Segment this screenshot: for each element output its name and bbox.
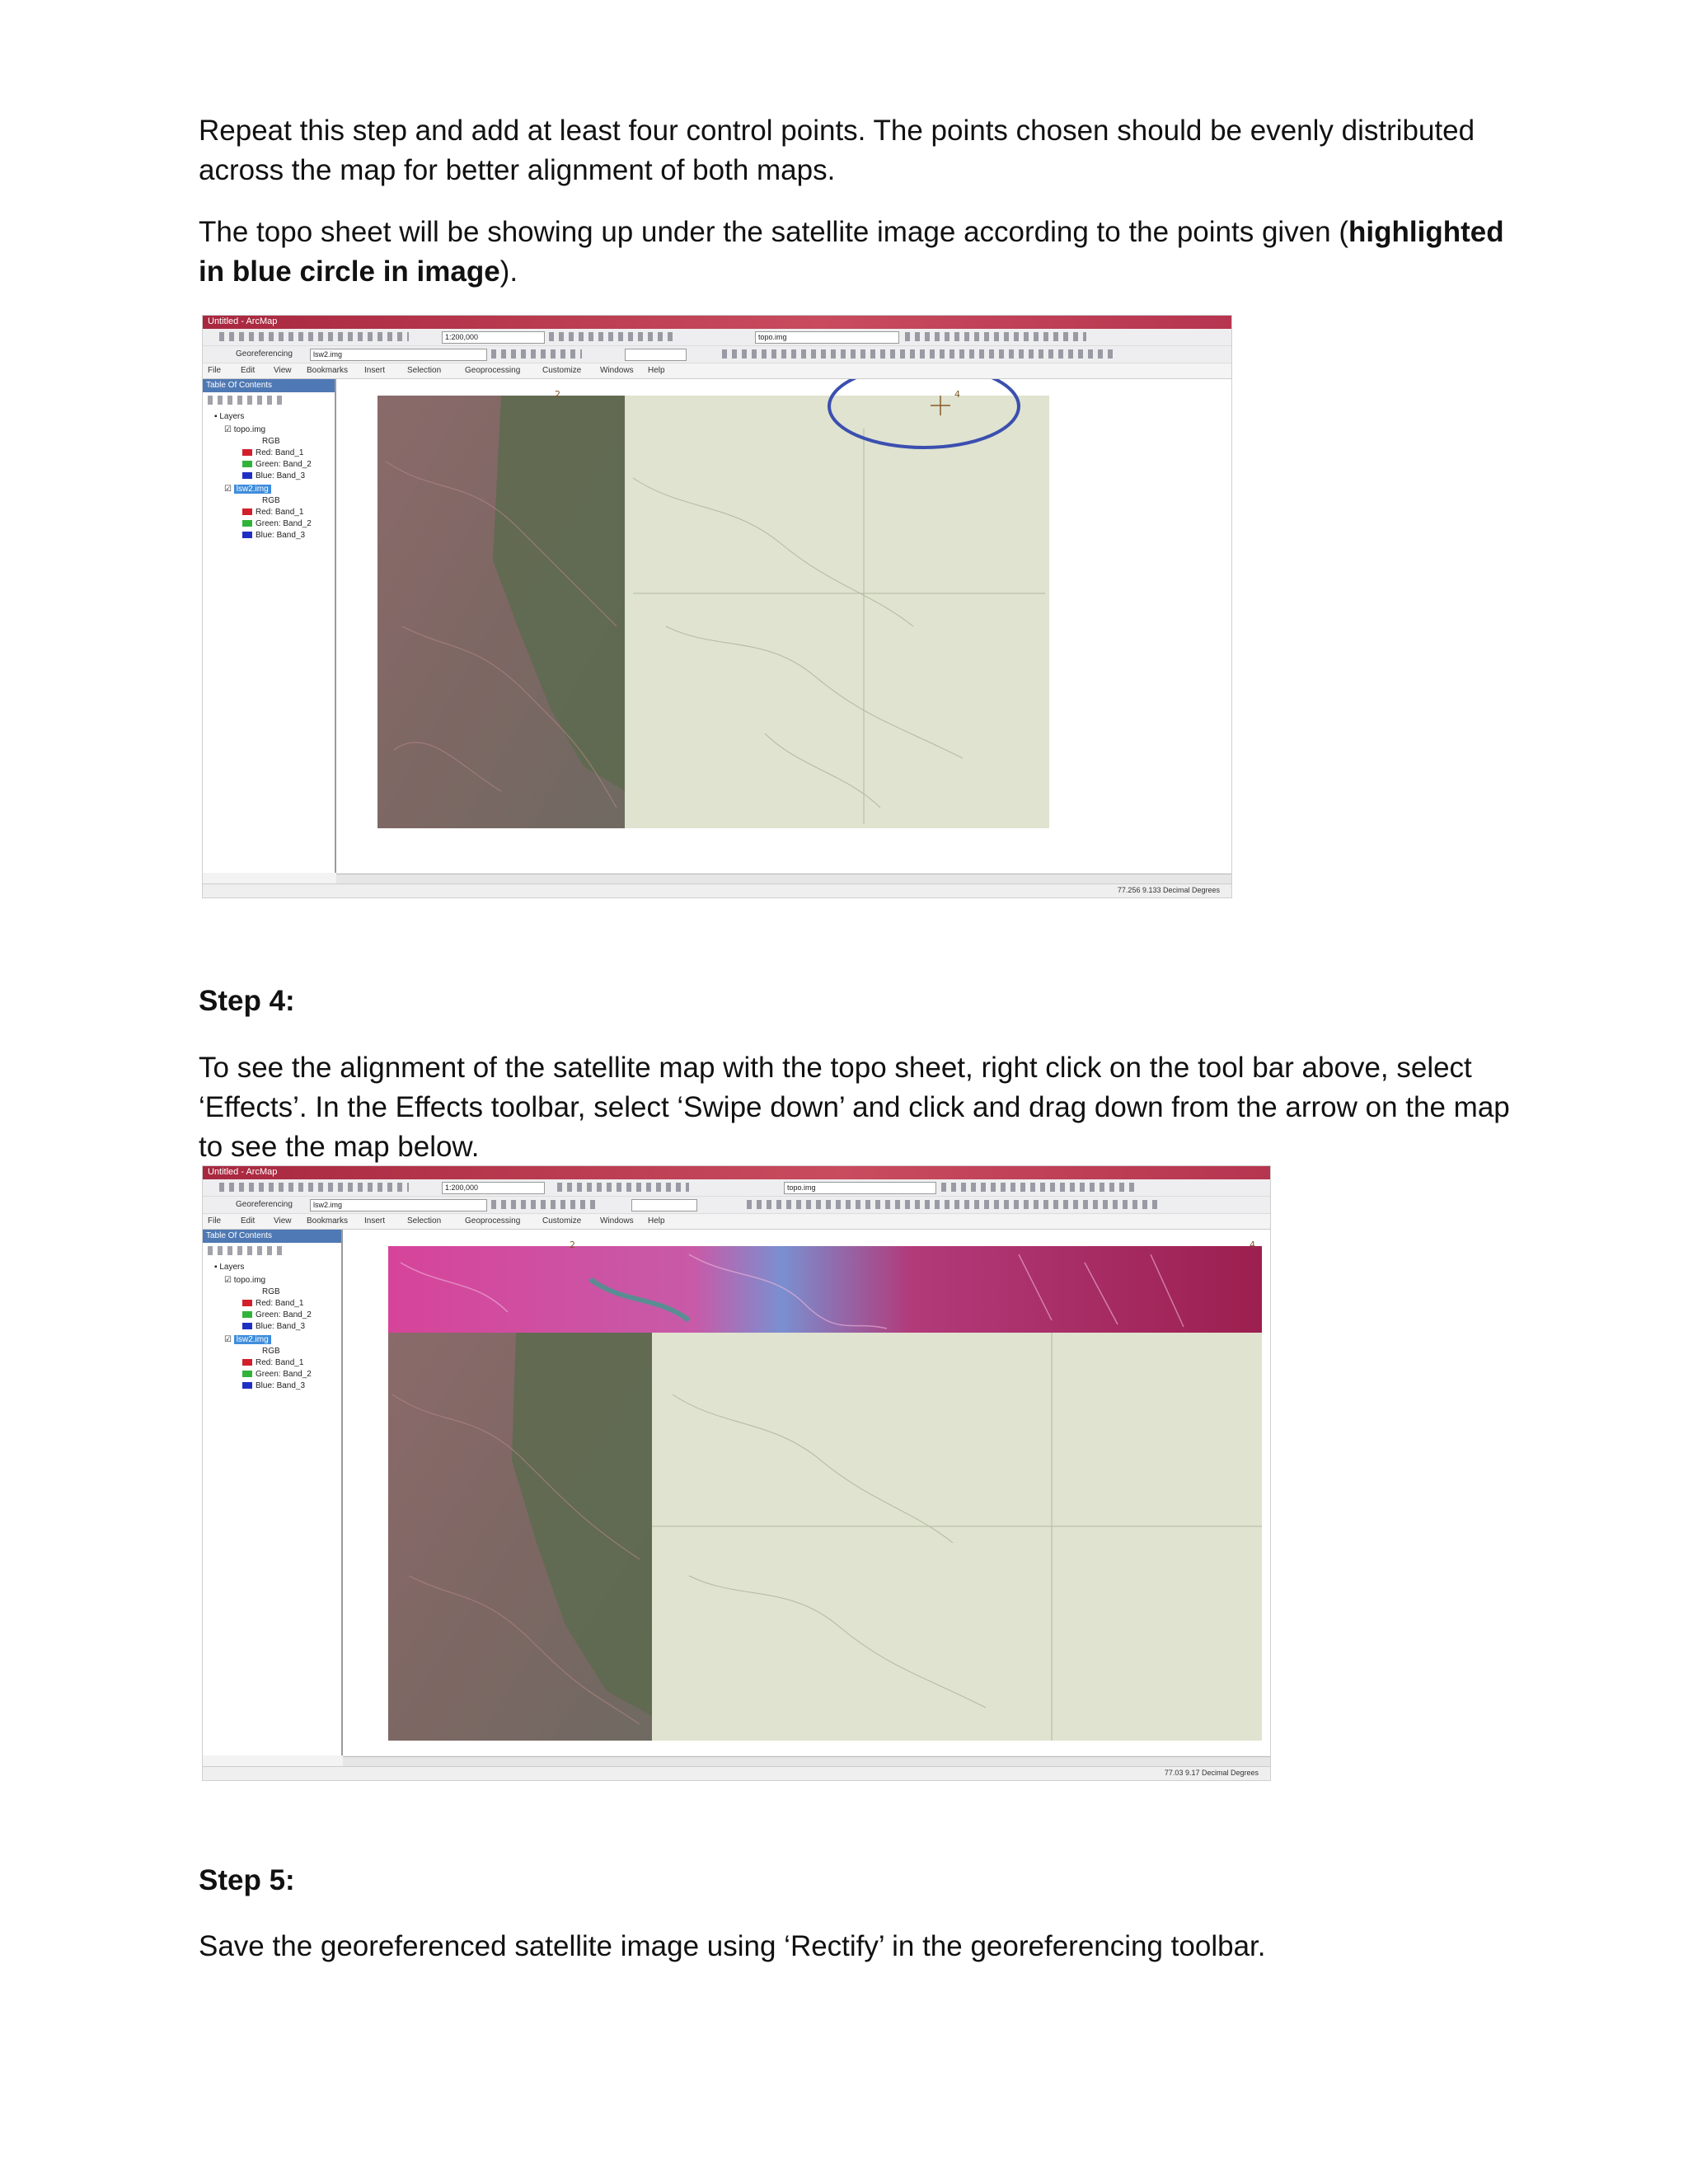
legend-green: Green: Band_2 [242,519,312,528]
tools-toolbar[interactable] [722,349,1118,359]
tools-toolbar[interactable] [747,1200,1159,1209]
standard-toolbar[interactable] [203,1179,1270,1197]
layer-combo[interactable]: topo.img [755,331,899,344]
georeferencing-menu[interactable]: Georeferencing [236,1200,293,1209]
topo-sheet [652,1333,1262,1741]
layer-topo-label: topo.img [233,1276,266,1285]
legend-green: Green: Band_2 [242,1310,312,1319]
table-of-contents[interactable] [203,1230,343,1755]
toc-layers[interactable]: ▪ Layers [214,1263,245,1272]
toc-layer-topo[interactable]: ☑ topo.img [224,425,266,434]
menu-item-geoprocessing[interactable]: Geoprocessing [465,1216,521,1226]
menu-item-selection[interactable]: Selection [407,366,442,375]
legend-blue: Blue: Band_3 [242,471,305,480]
georeferencing-toolbar[interactable] [203,346,1231,363]
scale-combo[interactable]: 1:200,000 [442,331,545,344]
intro-paragraph: Repeat this step and add at least four control points. The points chosen should be evenly distributed across the map for better alignment of both maps. [199,115,1475,186]
control-point-label: 2 [570,1240,575,1250]
map-view[interactable] [343,1230,1270,1755]
topo-sheet-paragraph [199,213,1517,292]
menu-item-bookmarks[interactable]: Bookmarks [307,366,349,375]
menu-item-help[interactable]: Help [648,1216,665,1226]
toc-layer-lsw[interactable]: ☑ lsw2.img [224,1335,271,1344]
menu-item-customize[interactable]: Customize [542,1216,582,1226]
coordinates-readout: 77.256 9.133 Decimal Degrees [1117,886,1220,894]
status-bar [203,883,1231,898]
toc-layer-topo[interactable]: ☑ topo.img [224,1276,266,1285]
toc-tools[interactable] [208,1246,282,1255]
layer-combo[interactable]: topo.img [784,1182,936,1194]
layer-lsw-label: lsw2.img [234,485,271,494]
rgb-label: RGB [262,496,280,505]
rgb-label: RGB [262,1347,280,1356]
control-point-label: 2 [555,389,560,400]
georef-layer-combo[interactable]: lsw2.img [310,349,487,361]
menu-item-file[interactable]: File [208,1216,222,1226]
step5-heading: Step 5: [199,1864,295,1896]
window-titlebar [203,316,1231,329]
coordinates-readout: 77.03 9.17 Decimal Degrees [1164,1769,1259,1777]
menu-bar[interactable] [203,363,1231,379]
menu-item-geoprocessing[interactable]: Geoprocessing [465,366,521,375]
map-canvas[interactable] [336,379,1231,873]
toolbar-icons[interactable] [905,332,1086,341]
step4-paragraph: To see the alignment of the satellite map with the topo sheet, right click on the tool bar above, select ‘Effects’. In the Effects toolbar, select ‘Swipe down’ and click and drag down from the arrow on the map to see the map below. [199,1052,1510,1163]
window-title: Untitled - ArcMap [208,316,278,326]
toc-layers[interactable]: ▪ Layers [214,412,245,421]
menu-item-insert[interactable]: Insert [364,366,386,375]
toc-title: Table Of Contents [203,379,335,392]
map-view[interactable] [336,379,1231,873]
menu-item-windows[interactable]: Windows [600,1216,634,1226]
arcmap-screenshot-2 [202,1165,1271,1781]
layers-label: Layers [219,412,245,421]
menu-item-file[interactable]: File [208,366,222,375]
menu-item-view[interactable]: View [274,1216,292,1226]
standard-toolbar[interactable] [203,329,1231,346]
scale-combo[interactable]: 1:200,000 [442,1182,545,1194]
rgb-label: RGB [262,1287,280,1296]
toolbar-icons[interactable] [549,332,673,341]
toolbar-icons[interactable] [219,332,409,341]
georeferencing-menu[interactable]: Georeferencing [236,349,293,359]
menu-item-selection[interactable]: Selection [407,1216,442,1226]
georeferencing-toolbar[interactable] [203,1197,1270,1214]
menu-bar[interactable] [203,1214,1270,1230]
status-bar [203,1766,1270,1780]
layers-label: Layers [219,1263,245,1272]
menu-item-edit[interactable]: Edit [241,366,256,375]
control-point-label: 4 [954,389,960,400]
toolbar-icons[interactable] [557,1183,689,1192]
step4-heading: Step 4: [199,985,295,1017]
menu-item-bookmarks[interactable]: Bookmarks [307,1216,349,1226]
rgb-label: RGB [262,437,280,446]
menu-item-insert[interactable]: Insert [364,1216,386,1226]
georef-entry[interactable] [631,1199,697,1212]
topo-paragraph-bold: highlighted in blue circle in image [199,216,1504,288]
arcmap-screenshot-1 [202,315,1232,898]
toolbar-icons[interactable] [219,1183,409,1192]
toc-tools[interactable] [208,396,282,405]
legend-red: Red: Band_1 [242,1299,303,1308]
georef-tools[interactable] [491,1200,598,1209]
menu-item-customize[interactable]: Customize [542,366,582,375]
table-of-contents[interactable] [203,379,336,873]
menu-item-edit[interactable]: Edit [241,1216,256,1226]
topo-paragraph-text: The topo sheet will be showing up under the satellite image according to the points given ( [199,216,1349,248]
georef-layer-combo[interactable]: lsw2.img [310,1199,487,1212]
legend-blue: Blue: Band_3 [242,1381,305,1390]
legend-green: Green: Band_2 [242,1370,312,1379]
legend-blue: Blue: Band_3 [242,1322,305,1331]
menu-item-help[interactable]: Help [648,366,665,375]
window-titlebar [203,1166,1270,1179]
topo-paragraph-end: ). [499,255,518,288]
toc-title: Table Of Contents [203,1230,341,1243]
step5-paragraph: Save the georeferenced satellite image using ‘Rectify’ in the georeferencing toolbar. [199,1930,1266,1962]
toc-layer-lsw[interactable]: ☑ lsw2.img [224,485,271,494]
georef-tools[interactable] [491,349,582,359]
legend-red: Red: Band_1 [242,1358,303,1367]
control-point-label: 4 [1250,1240,1255,1250]
legend-red: Red: Band_1 [242,508,303,517]
window-title: Untitled - ArcMap [208,1167,278,1177]
georef-entry[interactable] [625,349,687,361]
toolbar-icons[interactable] [941,1183,1139,1192]
map-canvas[interactable] [343,1230,1270,1755]
topo-sheet [608,396,1049,828]
legend-blue: Blue: Band_3 [242,531,305,540]
menu-item-windows[interactable]: Windows [600,366,634,375]
legend-green: Green: Band_2 [242,460,312,469]
layer-topo-label: topo.img [233,425,266,434]
legend-red: Red: Band_1 [242,448,303,457]
layer-lsw-label: lsw2.img [234,1335,271,1344]
menu-item-view[interactable]: View [274,366,292,375]
